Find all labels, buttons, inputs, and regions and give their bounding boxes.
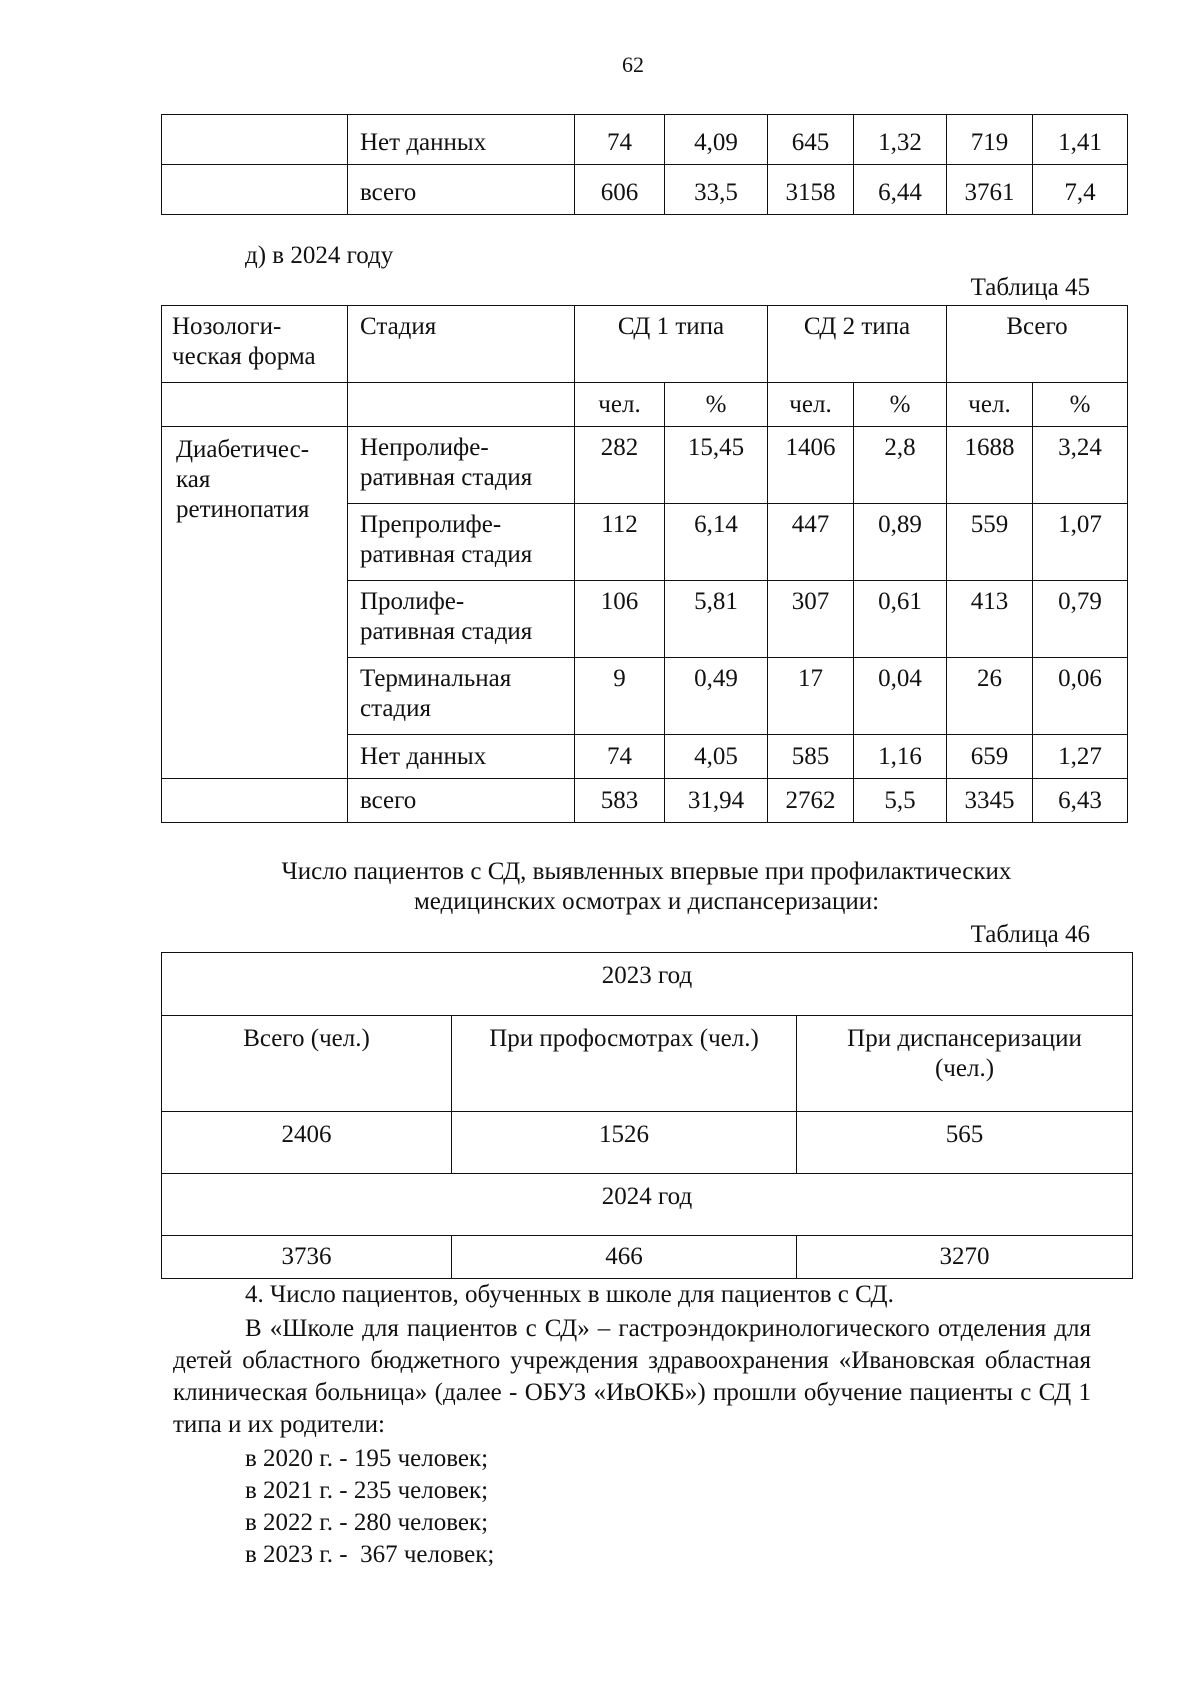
value-cell: 31,94 — [665, 779, 768, 823]
value-cell: 17 — [768, 658, 854, 735]
header-stage: Стадия — [348, 306, 575, 383]
table46-caption: Таблица 46 — [970, 921, 1090, 948]
value-cell: 413 — [947, 581, 1033, 658]
value-cell: 1,32 — [854, 115, 947, 165]
value-cell: 3736 — [162, 1236, 452, 1279]
value-cell: 1688 — [947, 427, 1033, 504]
table-header-row — [162, 1016, 1133, 1112]
value-cell: 559 — [947, 504, 1033, 581]
value-cell: 5,81 — [665, 581, 768, 658]
value-cell: 74 — [575, 115, 665, 165]
value-cell: 6,43 — [1033, 779, 1128, 823]
value-cell: 0,49 — [665, 658, 768, 735]
unit-cell: % — [854, 383, 947, 427]
stage-cell: Терминальная стадия — [348, 658, 575, 735]
stage-cell: Нет данных — [348, 115, 575, 165]
header-total: Всего — [947, 306, 1128, 383]
value-cell: 2406 — [162, 1112, 452, 1174]
value-cell: 33,5 — [665, 165, 768, 215]
value-cell: 3,24 — [1033, 427, 1128, 504]
header-sd1: СД 1 типа — [575, 306, 768, 383]
year-cell: 2024 год — [162, 1174, 1133, 1236]
value-cell: 1,16 — [854, 735, 947, 779]
list-item: в 2021 г. - 235 человек; — [245, 1477, 489, 1504]
value-cell: 0,04 — [854, 658, 947, 735]
value-cell: 1,07 — [1033, 504, 1128, 581]
value-cell: 3158 — [768, 165, 854, 215]
table-row — [162, 427, 1128, 504]
header-dispensary: При диспансеризации (чел.) — [797, 1016, 1133, 1112]
value-cell: 2762 — [768, 779, 854, 823]
value-cell: 0,06 — [1033, 658, 1128, 735]
value-cell: 1526 — [452, 1112, 797, 1174]
unit-cell: чел. — [575, 383, 665, 427]
value-cell: 74 — [575, 735, 665, 779]
stage-cell: Непролифе- ративная стадия — [348, 427, 575, 504]
value-cell: 447 — [768, 504, 854, 581]
table-45 — [161, 305, 1128, 823]
value-cell: 6,14 — [665, 504, 768, 581]
stage-cell: Препролифе- ративная стадия — [348, 504, 575, 581]
table-46 — [161, 952, 1133, 1279]
nozo-form-cell: Диабетичес- кая ретинопатия — [162, 427, 348, 779]
value-cell: 585 — [768, 735, 854, 779]
value-cell: 6,44 — [854, 165, 947, 215]
value-cell: 3761 — [947, 165, 1033, 215]
value-cell: 26 — [947, 658, 1033, 735]
stage-cell: Нет данных — [348, 735, 575, 779]
section-4-title: 4. Число пациентов, обученных в школе для пациентов с СД. — [245, 1281, 894, 1308]
stage-cell: всего — [348, 779, 575, 823]
trained-list — [245, 1443, 494, 1571]
value-cell: 282 — [575, 427, 665, 504]
list-item: в 2020 г. - 195 человек; — [245, 1445, 489, 1472]
value-cell: 583 — [575, 779, 665, 823]
table46-heading: Число пациентов с СД, выявленных впервые при профилактических медицинских осмотрах и диспансеризации: — [281, 858, 1012, 915]
value-cell: 645 — [768, 115, 854, 165]
header-sd2: СД 2 типа — [768, 306, 947, 383]
header-total: Всего (чел.) — [162, 1016, 452, 1112]
list-item: в 2022 г. - 280 человек; — [245, 1509, 489, 1536]
table-row — [162, 115, 1128, 165]
value-cell: 112 — [575, 504, 665, 581]
value-cell: 3345 — [947, 779, 1033, 823]
table-header-row — [162, 306, 1128, 383]
unit-cell: % — [665, 383, 768, 427]
value-cell: 9 — [575, 658, 665, 735]
value-cell: 565 — [797, 1112, 1133, 1174]
value-cell: 719 — [947, 115, 1033, 165]
value-cell: 1,27 — [1033, 735, 1128, 779]
year-row — [162, 953, 1133, 1016]
value-cell: 106 — [575, 581, 665, 658]
section-4-paragraph: В «Школе для пациентов с СД» – гастроэндокринологического отделения для детей областного бюджетного учреждения здравоохранения «Ивановская областная клиническая больница» (далее - ОБУЗ «ИвОКБ») прошли обучение пациенты с СД 1 типа и их родители: — [173, 1315, 1091, 1438]
value-cell: 307 — [768, 581, 854, 658]
table45-caption: Таблица 45 — [970, 274, 1090, 301]
unit-cell: % — [1033, 383, 1128, 427]
table-row — [162, 1112, 1133, 1174]
value-cell: 0,89 — [854, 504, 947, 581]
value-cell: 15,45 — [665, 427, 768, 504]
unit-cell: чел. — [768, 383, 854, 427]
table-row — [162, 1236, 1133, 1279]
value-cell: 606 — [575, 165, 665, 215]
table-total-row — [162, 779, 1128, 823]
value-cell: 7,4 — [1033, 165, 1128, 215]
year-cell: 2023 год — [162, 953, 1133, 1016]
value-cell: 1406 — [768, 427, 854, 504]
value-cell: 0,79 — [1033, 581, 1128, 658]
header-checkups: При профосмотрах (чел.) — [452, 1016, 797, 1112]
unit-cell: чел. — [947, 383, 1033, 427]
stage-cell: Пролифе- ративная стадия — [348, 581, 575, 658]
page-number: 62 — [622, 52, 644, 77]
list-item: в 2023 г. - 367 человек; — [245, 1541, 495, 1568]
section-d-heading: д) в 2024 году — [245, 242, 394, 269]
stage-cell: всего — [348, 165, 575, 215]
value-cell: 659 — [947, 735, 1033, 779]
value-cell: 4,05 — [665, 735, 768, 779]
year-row — [162, 1174, 1133, 1236]
table-row — [162, 165, 1128, 215]
header-nozo-form: Нозологи- ческая форма — [162, 306, 348, 383]
value-cell: 3270 — [797, 1236, 1133, 1279]
previous-table-continuation — [161, 114, 1128, 215]
value-cell: 2,8 — [854, 427, 947, 504]
value-cell: 466 — [452, 1236, 797, 1279]
value-cell: 1,41 — [1033, 115, 1128, 165]
table-units-row — [162, 383, 1128, 427]
value-cell: 4,09 — [665, 115, 768, 165]
value-cell: 0,61 — [854, 581, 947, 658]
value-cell: 5,5 — [854, 779, 947, 823]
